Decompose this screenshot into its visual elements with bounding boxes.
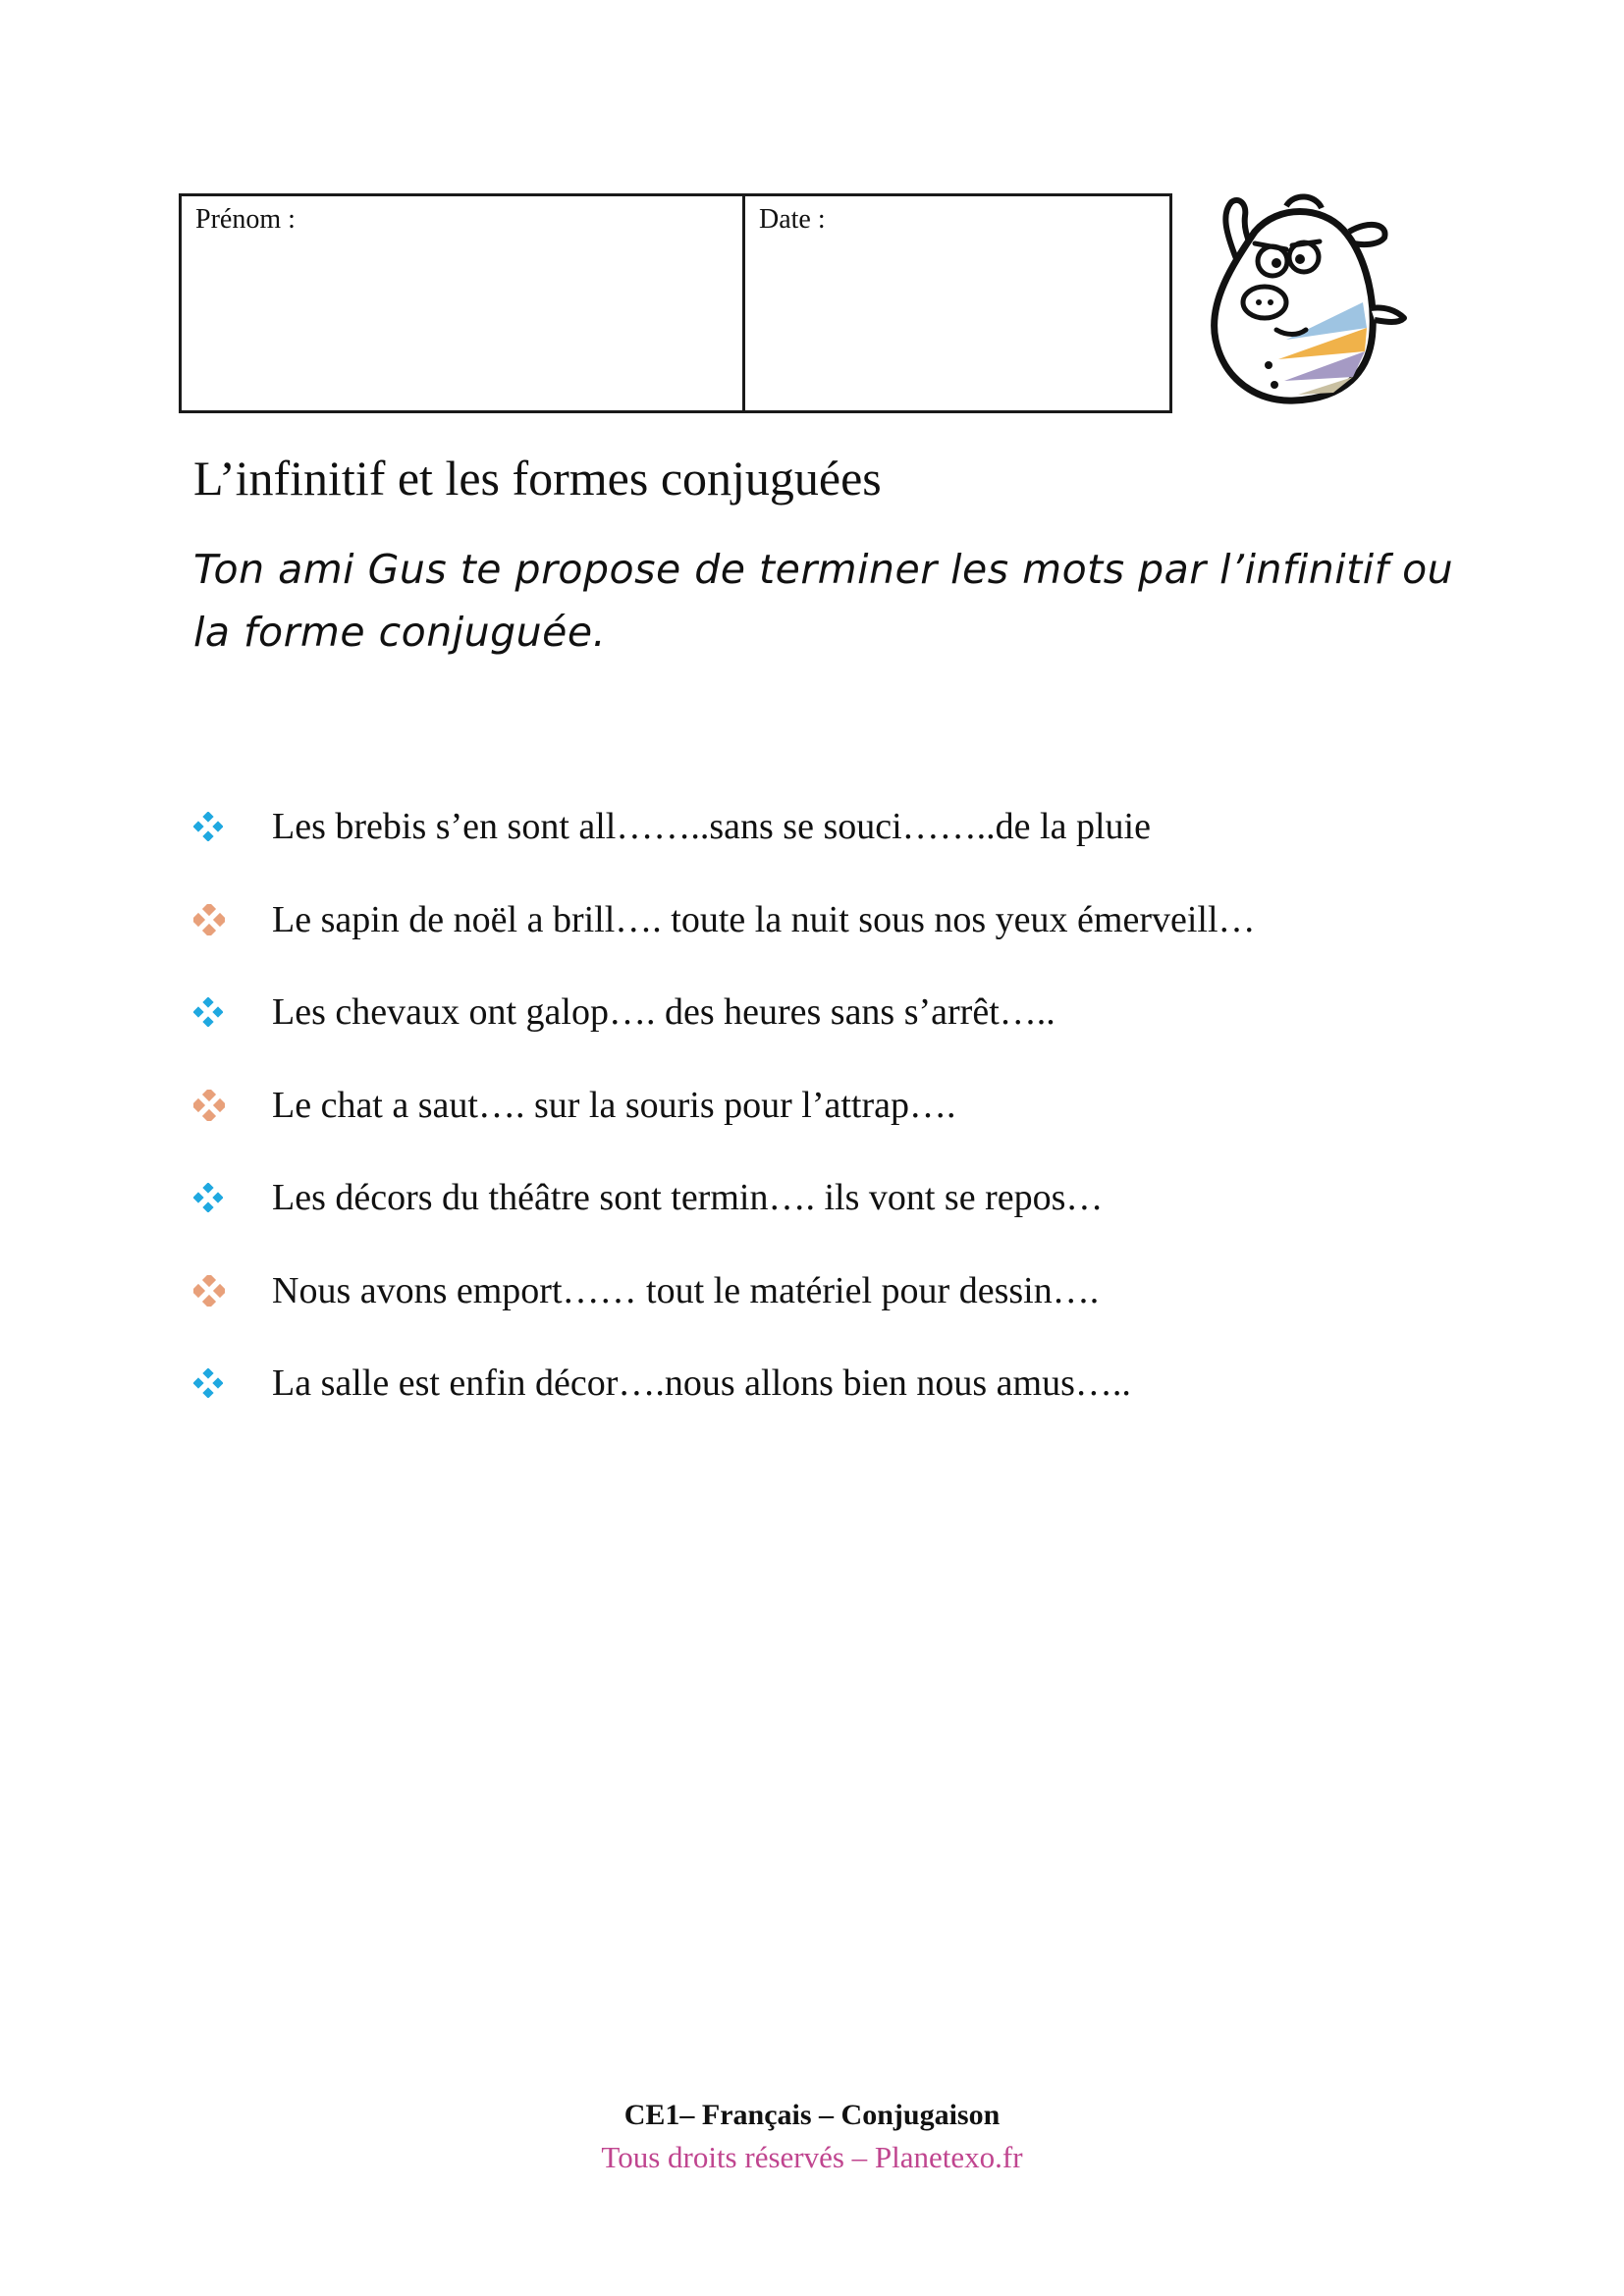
exercise-text: Le chat a saut…. sur la souris pour l’attrap…. — [272, 1084, 956, 1126]
footer-copyright[interactable]: Tous droits réservés – Planetexo.fr — [601, 2140, 1023, 2174]
exercise-list — [193, 780, 1256, 1430]
blue-diamond-icon — [193, 812, 272, 841]
exercise-text: Nous avons emport…… tout le matériel pour dessin…. — [272, 1269, 1100, 1311]
orange-diamond-icon — [193, 1275, 272, 1307]
exercise-text: Les chevaux ont galop…. des heures sans s’arrêt….. — [272, 991, 1056, 1034]
blue-diamond-icon — [193, 997, 272, 1027]
gus-mascot-icon — [1196, 192, 1412, 420]
blue-diamond-icon — [193, 1183, 272, 1212]
orange-diamond-icon — [193, 904, 272, 935]
orange-diamond-icon — [193, 1090, 272, 1121]
page-title: L’infinitif et les formes conjuguées — [193, 451, 882, 506]
exercise-text: La salle est enfin décor….nous allons bien nous amus….. — [272, 1362, 1131, 1405]
date-field[interactable] — [745, 196, 1169, 410]
exercise-text: Les décors du théâtre sont termin…. ils vont se repos… — [272, 1177, 1104, 1219]
name-date-box — [179, 193, 1172, 413]
exercise-text: Le sapin de noël a brill…. toute la nuit sous nos yeux émerveill… — [272, 898, 1256, 940]
instruction-text: Ton ami Gus te propose de terminer les mots par l’infinitif ou la forme conjuguée. — [193, 546, 1454, 656]
exercise-item — [193, 874, 1256, 967]
exercise-text: Les brebis s’en sont all……..sans se souci……..de la pluie — [272, 806, 1151, 848]
exercise-item — [193, 1245, 1256, 1338]
exercise-item — [193, 1059, 1256, 1152]
footer-title: CE1– Français – Conjugaison — [623, 2099, 1001, 2131]
first-name-field[interactable] — [182, 196, 745, 410]
date-label: Date : — [759, 204, 826, 235]
first-name-label: Prénom : — [195, 204, 296, 235]
exercise-item — [193, 780, 1256, 874]
exercise-item — [193, 966, 1256, 1059]
exercise-item — [193, 1151, 1256, 1245]
exercise-item — [193, 1337, 1256, 1430]
blue-diamond-icon — [193, 1368, 272, 1398]
